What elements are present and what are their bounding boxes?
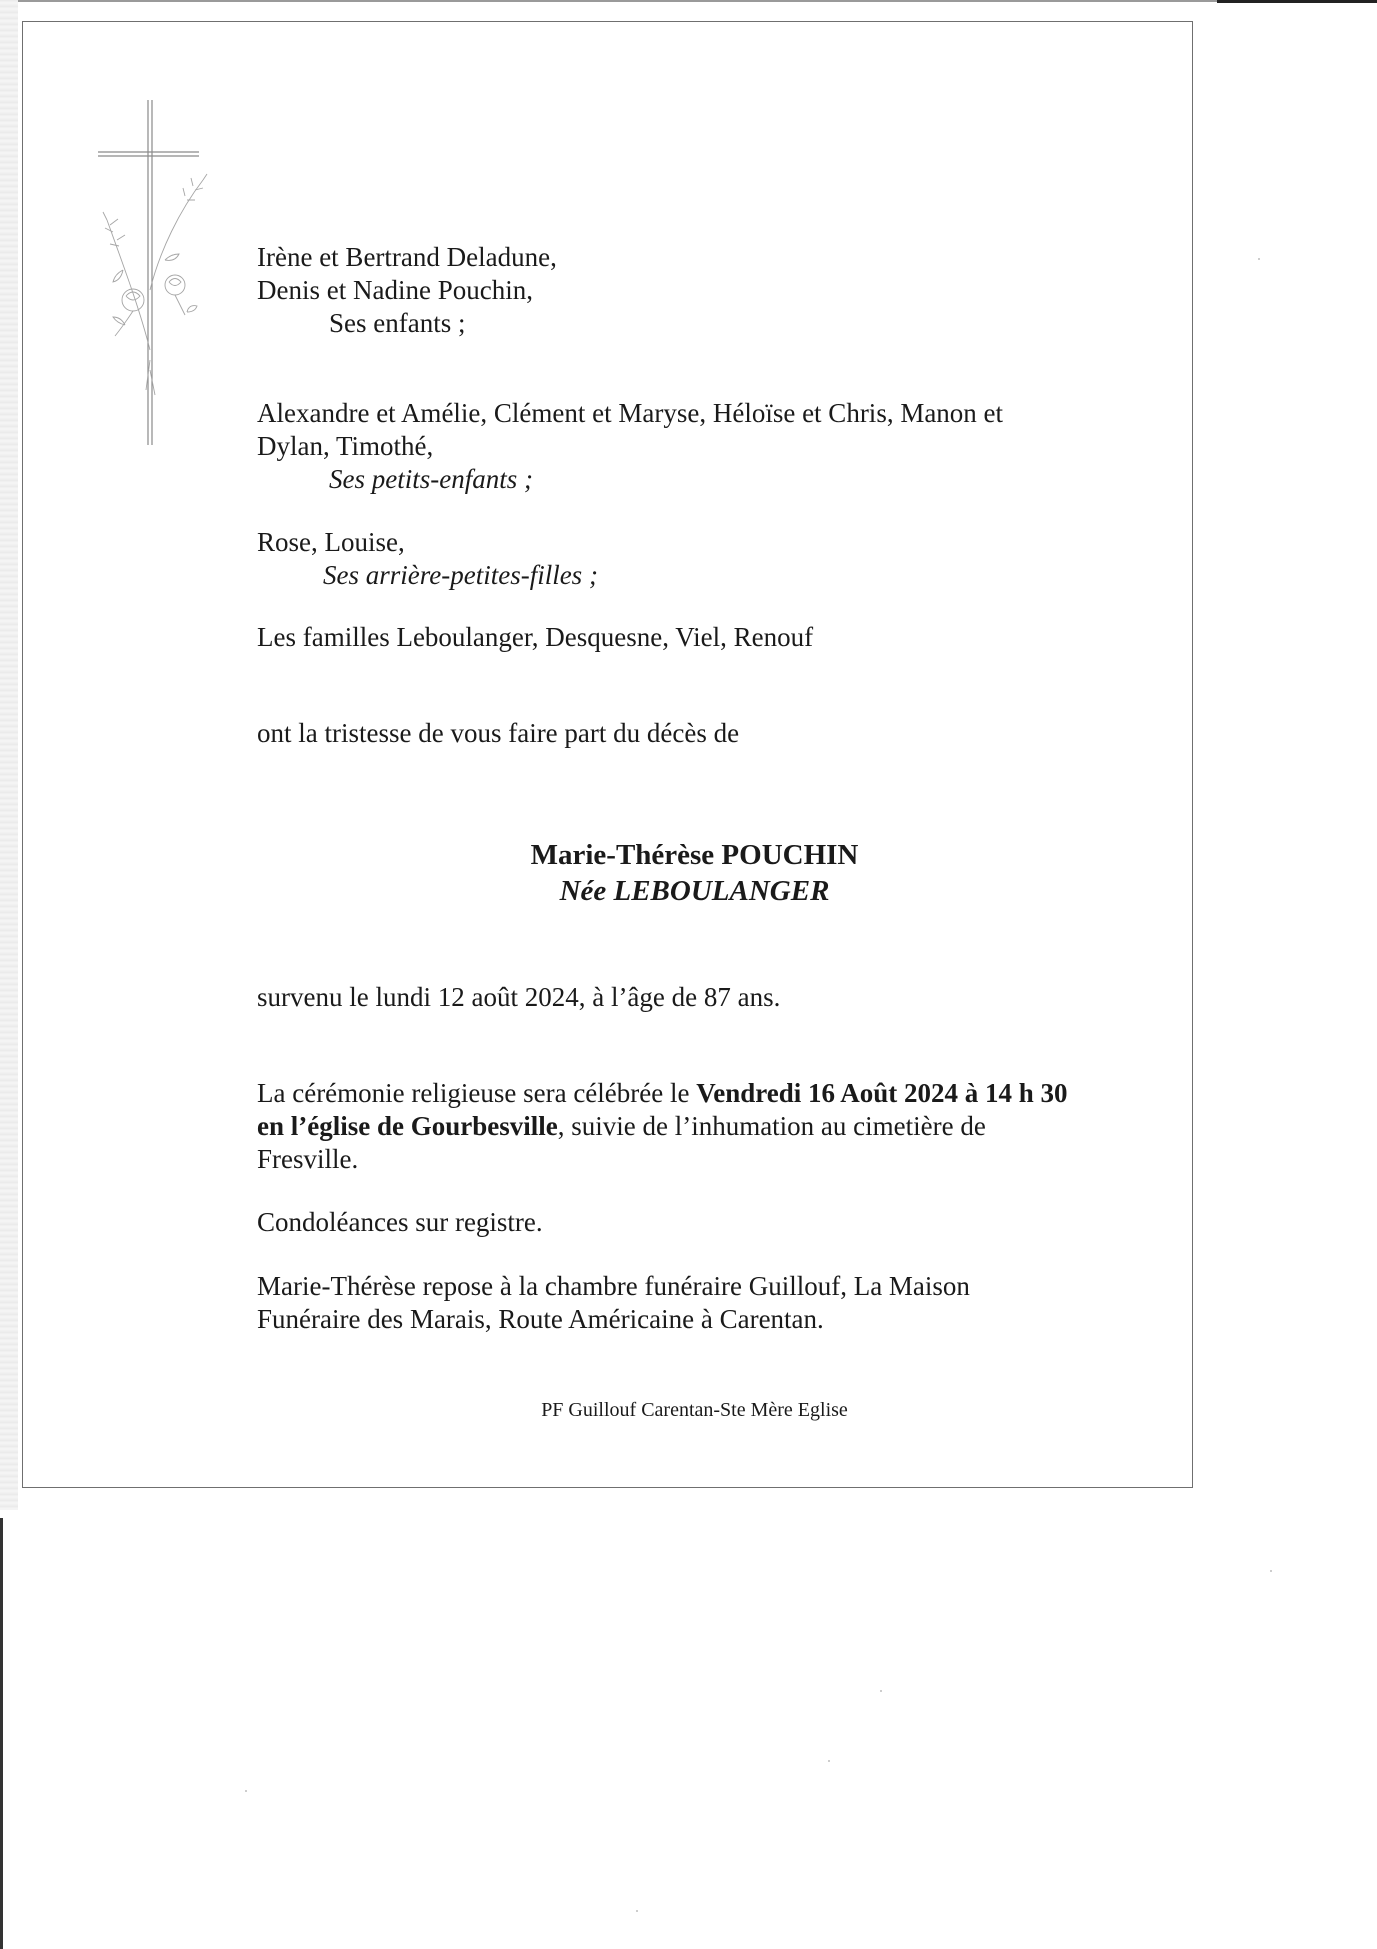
- grandchildren-role: Ses petits-enfants ;: [329, 464, 533, 494]
- ceremony-line-2: [257, 1110, 1068, 1143]
- scan-top-edge: [0, 0, 1377, 2]
- great-grandchildren-line-1: Rose, Louise,: [257, 527, 405, 557]
- scan-speck: [828, 1760, 830, 1762]
- children-line-1: Irène et Bertrand Deladune,: [257, 242, 557, 272]
- grandchildren-section: [257, 397, 1003, 496]
- condolences-line: Condoléances sur registre.: [257, 1207, 543, 1237]
- funeral-home-footer: PF Guillouf Carentan-Ste Mère Eglise: [541, 1399, 848, 1421]
- deceased-name: Marie-Thérèse POUCHIN: [530, 839, 859, 871]
- scan-speck: [1258, 258, 1260, 260]
- scan-top-right-mark: [1217, 0, 1377, 3]
- great-grandchildren-role: Ses arrière-petites-filles ;: [323, 560, 598, 590]
- ceremony-place: en l’église de Gourbesville: [257, 1111, 558, 1141]
- ceremony-suffix: , suivie de l’inhumation au cimetière de: [557, 1111, 986, 1141]
- ceremony-section: [257, 1077, 1068, 1176]
- scan-left-dark-edge: [0, 1518, 3, 1949]
- deceased-maiden-name: Née LEBOULANGER: [559, 875, 830, 907]
- rest-place-line-2: Funéraire des Marais, Route Américaine à Carentan.: [257, 1304, 824, 1334]
- grandchildren-line-1: Alexandre et Amélie, Clément et Maryse, Héloïse et Chris, Manon et: [257, 398, 1004, 428]
- scan-speck: [1270, 1570, 1272, 1572]
- ceremony-line-1: [257, 1077, 1068, 1110]
- scan-speck: [636, 1910, 638, 1912]
- children-section: [257, 241, 557, 340]
- scan-speck: [880, 1690, 882, 1692]
- scan-speck: [245, 1790, 247, 1792]
- rest-place-section: [257, 1270, 970, 1336]
- grandchildren-line-2: Dylan, Timothé,: [257, 431, 434, 461]
- ceremony-line-3: Fresville.: [257, 1144, 359, 1174]
- scan-left-edge: [0, 0, 18, 1510]
- cross-with-roses-icon: [95, 100, 210, 450]
- children-line-2: Denis et Nadine Pouchin,: [257, 275, 533, 305]
- ceremony-datetime: Vendredi 16 Août 2024 à 14 h 30: [696, 1078, 1068, 1108]
- children-role: Ses enfants ;: [329, 308, 466, 338]
- ceremony-prefix: La cérémonie religieuse sera célébrée le: [257, 1078, 697, 1108]
- announcement-line: ont la tristesse de vous faire part du décès de: [257, 718, 740, 748]
- great-grandchildren-section: [257, 526, 598, 592]
- rest-place-line-1: Marie-Thérèse repose à la chambre funéraire Guillouf, La Maison: [257, 1271, 970, 1301]
- death-info-line: survenu le lundi 12 août 2024, à l’âge de 87 ans.: [257, 982, 781, 1012]
- families-line: Les familles Leboulanger, Desquesne, Viel, Renouf: [257, 622, 814, 652]
